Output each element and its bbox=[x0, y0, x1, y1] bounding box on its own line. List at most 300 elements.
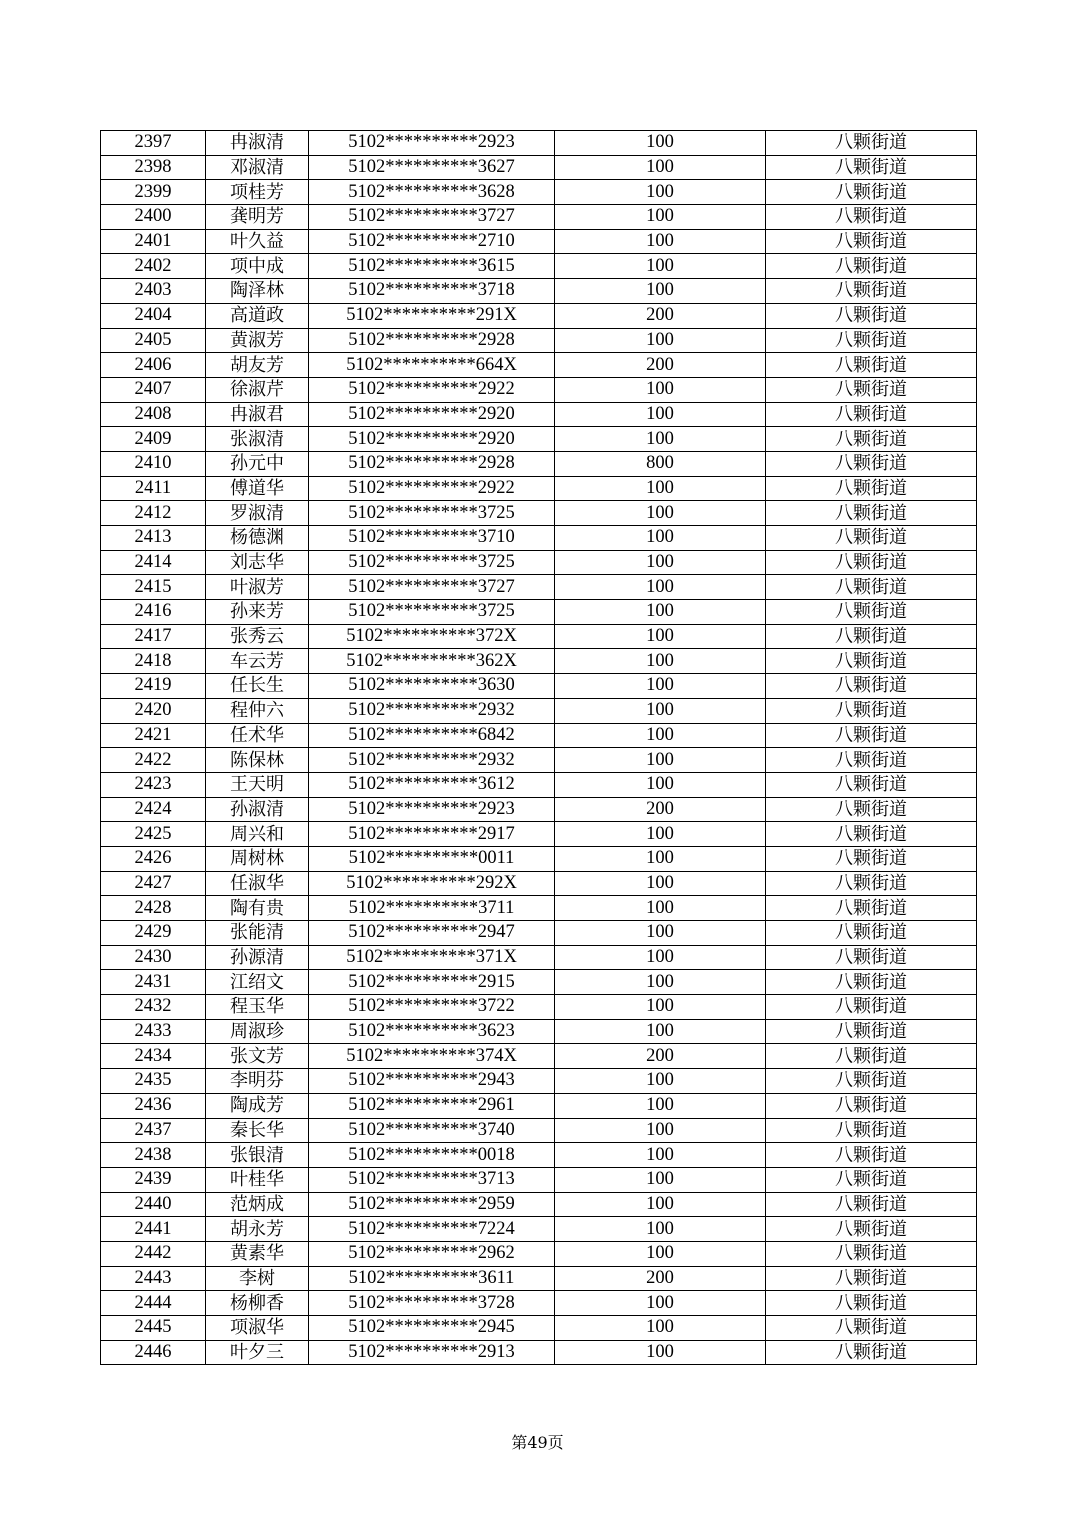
street-cell: 八颗街道 bbox=[766, 328, 977, 353]
amount-cell: 100 bbox=[555, 1118, 766, 1143]
name-cell: 邓淑清 bbox=[206, 155, 309, 180]
street-cell: 八颗街道 bbox=[766, 1093, 977, 1118]
street-cell: 八颗街道 bbox=[766, 772, 977, 797]
name-cell: 秦长华 bbox=[206, 1118, 309, 1143]
street-cell: 八颗街道 bbox=[766, 846, 977, 871]
amount-cell: 100 bbox=[555, 1241, 766, 1266]
id-number-cell: 5102**********3611 bbox=[309, 1266, 555, 1291]
table-row bbox=[101, 476, 977, 501]
id-number-cell: 5102**********3711 bbox=[309, 896, 555, 921]
name-cell: 李明芬 bbox=[206, 1069, 309, 1094]
amount-cell: 200 bbox=[555, 303, 766, 328]
amount-cell: 100 bbox=[555, 526, 766, 551]
amount-cell: 100 bbox=[555, 1217, 766, 1242]
row-number-cell: 2441 bbox=[101, 1217, 206, 1242]
street-cell: 八颗街道 bbox=[766, 575, 977, 600]
name-cell: 李树 bbox=[206, 1266, 309, 1291]
row-number-cell: 2418 bbox=[101, 649, 206, 674]
row-number-cell: 2439 bbox=[101, 1167, 206, 1192]
street-cell: 八颗街道 bbox=[766, 303, 977, 328]
table-row bbox=[101, 1118, 977, 1143]
name-cell: 王天明 bbox=[206, 772, 309, 797]
row-number-cell: 2416 bbox=[101, 600, 206, 625]
id-number-cell: 5102**********2913 bbox=[309, 1340, 555, 1365]
id-number-cell: 5102**********2915 bbox=[309, 970, 555, 995]
id-number-cell: 5102**********7224 bbox=[309, 1217, 555, 1242]
row-number-cell: 2417 bbox=[101, 624, 206, 649]
street-cell: 八颗街道 bbox=[766, 526, 977, 551]
row-number-cell: 2399 bbox=[101, 180, 206, 205]
row-number-cell: 2443 bbox=[101, 1266, 206, 1291]
id-number-cell: 5102**********2917 bbox=[309, 822, 555, 847]
table-row bbox=[101, 303, 977, 328]
amount-cell: 100 bbox=[555, 698, 766, 723]
name-cell: 叶桂华 bbox=[206, 1167, 309, 1192]
row-number-cell: 2415 bbox=[101, 575, 206, 600]
name-cell: 程仲六 bbox=[206, 698, 309, 723]
id-number-cell: 5102**********3725 bbox=[309, 501, 555, 526]
amount-cell: 100 bbox=[555, 624, 766, 649]
table-row bbox=[101, 1217, 977, 1242]
name-cell: 张秀云 bbox=[206, 624, 309, 649]
amount-cell: 100 bbox=[555, 1069, 766, 1094]
amount-cell: 100 bbox=[555, 970, 766, 995]
name-cell: 孙淑清 bbox=[206, 797, 309, 822]
id-number-cell: 5102**********2920 bbox=[309, 402, 555, 427]
name-cell: 周树林 bbox=[206, 846, 309, 871]
row-number-cell: 2403 bbox=[101, 279, 206, 304]
street-cell: 八颗街道 bbox=[766, 995, 977, 1020]
amount-cell: 100 bbox=[555, 328, 766, 353]
table-row bbox=[101, 600, 977, 625]
id-number-cell: 5102**********372X bbox=[309, 624, 555, 649]
amount-cell: 100 bbox=[555, 501, 766, 526]
id-number-cell: 5102**********3612 bbox=[309, 772, 555, 797]
table-row bbox=[101, 1291, 977, 1316]
table-row bbox=[101, 1167, 977, 1192]
id-number-cell: 5102**********3718 bbox=[309, 279, 555, 304]
table-row bbox=[101, 649, 977, 674]
id-number-cell: 5102**********2922 bbox=[309, 476, 555, 501]
table-body bbox=[101, 131, 977, 1365]
id-number-cell: 5102**********2928 bbox=[309, 328, 555, 353]
name-cell: 冉淑君 bbox=[206, 402, 309, 427]
street-cell: 八颗街道 bbox=[766, 698, 977, 723]
table-row bbox=[101, 797, 977, 822]
name-cell: 陶泽林 bbox=[206, 279, 309, 304]
table-row bbox=[101, 896, 977, 921]
table-row bbox=[101, 748, 977, 773]
table-row bbox=[101, 279, 977, 304]
table-row bbox=[101, 1340, 977, 1365]
table-row bbox=[101, 1069, 977, 1094]
id-number-cell: 5102**********3627 bbox=[309, 155, 555, 180]
amount-cell: 100 bbox=[555, 1192, 766, 1217]
table-row bbox=[101, 1266, 977, 1291]
name-cell: 陶成芳 bbox=[206, 1093, 309, 1118]
name-cell: 张文芳 bbox=[206, 1044, 309, 1069]
row-number-cell: 2421 bbox=[101, 723, 206, 748]
street-cell: 八颗街道 bbox=[766, 723, 977, 748]
table-row bbox=[101, 328, 977, 353]
row-number-cell: 2400 bbox=[101, 205, 206, 230]
name-cell: 任淑华 bbox=[206, 871, 309, 896]
amount-cell: 100 bbox=[555, 402, 766, 427]
table-row bbox=[101, 846, 977, 871]
name-cell: 冉淑清 bbox=[206, 131, 309, 156]
id-number-cell: 5102**********3630 bbox=[309, 674, 555, 699]
name-cell: 徐淑芹 bbox=[206, 377, 309, 402]
row-number-cell: 2434 bbox=[101, 1044, 206, 1069]
table-row bbox=[101, 1316, 977, 1341]
street-cell: 八颗街道 bbox=[766, 501, 977, 526]
street-cell: 八颗街道 bbox=[766, 1266, 977, 1291]
street-cell: 八颗街道 bbox=[766, 1143, 977, 1168]
street-cell: 八颗街道 bbox=[766, 624, 977, 649]
table-row bbox=[101, 205, 977, 230]
table-row bbox=[101, 921, 977, 946]
id-number-cell: 5102**********2922 bbox=[309, 377, 555, 402]
amount-cell: 100 bbox=[555, 377, 766, 402]
row-number-cell: 2420 bbox=[101, 698, 206, 723]
id-number-cell: 5102**********2923 bbox=[309, 797, 555, 822]
table-row bbox=[101, 353, 977, 378]
id-number-cell: 5102**********371X bbox=[309, 945, 555, 970]
table-row bbox=[101, 1241, 977, 1266]
name-cell: 杨柳香 bbox=[206, 1291, 309, 1316]
amount-cell: 100 bbox=[555, 279, 766, 304]
row-number-cell: 2427 bbox=[101, 871, 206, 896]
row-number-cell: 2407 bbox=[101, 377, 206, 402]
id-number-cell: 5102**********3740 bbox=[309, 1118, 555, 1143]
amount-cell: 100 bbox=[555, 180, 766, 205]
name-cell: 叶久益 bbox=[206, 229, 309, 254]
id-number-cell: 5102**********292X bbox=[309, 871, 555, 896]
street-cell: 八颗街道 bbox=[766, 427, 977, 452]
id-number-cell: 5102**********0011 bbox=[309, 846, 555, 871]
name-cell: 孙来芳 bbox=[206, 600, 309, 625]
amount-cell: 100 bbox=[555, 205, 766, 230]
amount-cell: 100 bbox=[555, 575, 766, 600]
street-cell: 八颗街道 bbox=[766, 377, 977, 402]
id-number-cell: 5102**********2710 bbox=[309, 229, 555, 254]
table-row bbox=[101, 822, 977, 847]
amount-cell: 100 bbox=[555, 822, 766, 847]
name-cell: 孙源清 bbox=[206, 945, 309, 970]
name-cell: 刘志华 bbox=[206, 550, 309, 575]
name-cell: 高道政 bbox=[206, 303, 309, 328]
amount-cell: 100 bbox=[555, 1291, 766, 1316]
street-cell: 八颗街道 bbox=[766, 229, 977, 254]
street-cell: 八颗街道 bbox=[766, 600, 977, 625]
amount-cell: 100 bbox=[555, 1143, 766, 1168]
street-cell: 八颗街道 bbox=[766, 945, 977, 970]
id-number-cell: 5102**********664X bbox=[309, 353, 555, 378]
table-row bbox=[101, 1044, 977, 1069]
amount-cell: 100 bbox=[555, 1340, 766, 1365]
name-cell: 车云芳 bbox=[206, 649, 309, 674]
amount-cell: 100 bbox=[555, 772, 766, 797]
name-cell: 孙元中 bbox=[206, 451, 309, 476]
row-number-cell: 2438 bbox=[101, 1143, 206, 1168]
street-cell: 八颗街道 bbox=[766, 921, 977, 946]
amount-cell: 800 bbox=[555, 451, 766, 476]
id-number-cell: 5102**********6842 bbox=[309, 723, 555, 748]
row-number-cell: 2414 bbox=[101, 550, 206, 575]
name-cell: 张淑清 bbox=[206, 427, 309, 452]
id-number-cell: 5102**********3628 bbox=[309, 180, 555, 205]
street-cell: 八颗街道 bbox=[766, 896, 977, 921]
table-row bbox=[101, 180, 977, 205]
amount-cell: 100 bbox=[555, 748, 766, 773]
row-number-cell: 2401 bbox=[101, 229, 206, 254]
street-cell: 八颗街道 bbox=[766, 131, 977, 156]
id-number-cell: 5102**********3615 bbox=[309, 254, 555, 279]
id-number-cell: 5102**********2923 bbox=[309, 131, 555, 156]
name-cell: 黄淑芳 bbox=[206, 328, 309, 353]
table-row bbox=[101, 871, 977, 896]
street-cell: 八颗街道 bbox=[766, 279, 977, 304]
id-number-cell: 5102**********3623 bbox=[309, 1019, 555, 1044]
street-cell: 八颗街道 bbox=[766, 1192, 977, 1217]
table-row bbox=[101, 229, 977, 254]
id-number-cell: 5102**********2962 bbox=[309, 1241, 555, 1266]
name-cell: 项桂芳 bbox=[206, 180, 309, 205]
name-cell: 叶夕三 bbox=[206, 1340, 309, 1365]
row-number-cell: 2405 bbox=[101, 328, 206, 353]
table-row bbox=[101, 451, 977, 476]
amount-cell: 100 bbox=[555, 723, 766, 748]
id-number-cell: 5102**********3727 bbox=[309, 205, 555, 230]
id-number-cell: 5102**********3725 bbox=[309, 550, 555, 575]
name-cell: 胡永芳 bbox=[206, 1217, 309, 1242]
street-cell: 八颗街道 bbox=[766, 797, 977, 822]
id-number-cell: 5102**********3725 bbox=[309, 600, 555, 625]
amount-cell: 100 bbox=[555, 674, 766, 699]
id-number-cell: 5102**********2920 bbox=[309, 427, 555, 452]
street-cell: 八颗街道 bbox=[766, 822, 977, 847]
row-number-cell: 2402 bbox=[101, 254, 206, 279]
amount-cell: 100 bbox=[555, 846, 766, 871]
row-number-cell: 2422 bbox=[101, 748, 206, 773]
street-cell: 八颗街道 bbox=[766, 1217, 977, 1242]
amount-cell: 100 bbox=[555, 427, 766, 452]
row-number-cell: 2437 bbox=[101, 1118, 206, 1143]
name-cell: 陈保林 bbox=[206, 748, 309, 773]
amount-cell: 100 bbox=[555, 995, 766, 1020]
street-cell: 八颗街道 bbox=[766, 1044, 977, 1069]
row-number-cell: 2436 bbox=[101, 1093, 206, 1118]
id-number-cell: 5102**********3713 bbox=[309, 1167, 555, 1192]
name-cell: 项淑华 bbox=[206, 1316, 309, 1341]
row-number-cell: 2435 bbox=[101, 1069, 206, 1094]
id-number-cell: 5102**********3710 bbox=[309, 526, 555, 551]
id-number-cell: 5102**********291X bbox=[309, 303, 555, 328]
table-row bbox=[101, 624, 977, 649]
amount-cell: 200 bbox=[555, 1266, 766, 1291]
row-number-cell: 2408 bbox=[101, 402, 206, 427]
row-number-cell: 2433 bbox=[101, 1019, 206, 1044]
street-cell: 八颗街道 bbox=[766, 1241, 977, 1266]
table-row bbox=[101, 254, 977, 279]
street-cell: 八颗街道 bbox=[766, 353, 977, 378]
street-cell: 八颗街道 bbox=[766, 155, 977, 180]
amount-cell: 100 bbox=[555, 649, 766, 674]
table-row bbox=[101, 377, 977, 402]
id-number-cell: 5102**********2928 bbox=[309, 451, 555, 476]
amount-cell: 100 bbox=[555, 476, 766, 501]
amount-cell: 100 bbox=[555, 550, 766, 575]
name-cell: 傅道华 bbox=[206, 476, 309, 501]
table-row bbox=[101, 1192, 977, 1217]
page-number: 第49页 bbox=[511, 1433, 564, 1452]
id-number-cell: 5102**********0018 bbox=[309, 1143, 555, 1168]
table-row bbox=[101, 995, 977, 1020]
table-row bbox=[101, 723, 977, 748]
id-number-cell: 5102**********2943 bbox=[309, 1069, 555, 1094]
table-row bbox=[101, 772, 977, 797]
row-number-cell: 2410 bbox=[101, 451, 206, 476]
table-row bbox=[101, 1019, 977, 1044]
row-number-cell: 2423 bbox=[101, 772, 206, 797]
id-number-cell: 5102**********3727 bbox=[309, 575, 555, 600]
id-number-cell: 5102**********362X bbox=[309, 649, 555, 674]
row-number-cell: 2426 bbox=[101, 846, 206, 871]
row-number-cell: 2428 bbox=[101, 896, 206, 921]
row-number-cell: 2424 bbox=[101, 797, 206, 822]
street-cell: 八颗街道 bbox=[766, 1167, 977, 1192]
street-cell: 八颗街道 bbox=[766, 254, 977, 279]
id-number-cell: 5102**********2932 bbox=[309, 748, 555, 773]
row-number-cell: 2430 bbox=[101, 945, 206, 970]
row-number-cell: 2413 bbox=[101, 526, 206, 551]
table-row bbox=[101, 1093, 977, 1118]
amount-cell: 100 bbox=[555, 1019, 766, 1044]
id-number-cell: 5102**********2932 bbox=[309, 698, 555, 723]
table-row bbox=[101, 427, 977, 452]
street-cell: 八颗街道 bbox=[766, 402, 977, 427]
table-row bbox=[101, 526, 977, 551]
amount-cell: 100 bbox=[555, 1167, 766, 1192]
row-number-cell: 2404 bbox=[101, 303, 206, 328]
row-number-cell: 2429 bbox=[101, 921, 206, 946]
name-cell: 项中成 bbox=[206, 254, 309, 279]
row-number-cell: 2398 bbox=[101, 155, 206, 180]
amount-cell: 100 bbox=[555, 155, 766, 180]
row-number-cell: 2425 bbox=[101, 822, 206, 847]
amount-cell: 100 bbox=[555, 921, 766, 946]
street-cell: 八颗街道 bbox=[766, 180, 977, 205]
name-cell: 周兴和 bbox=[206, 822, 309, 847]
name-cell: 周淑珍 bbox=[206, 1019, 309, 1044]
street-cell: 八颗街道 bbox=[766, 1340, 977, 1365]
id-number-cell: 5102**********374X bbox=[309, 1044, 555, 1069]
amount-cell: 100 bbox=[555, 945, 766, 970]
table-row bbox=[101, 674, 977, 699]
table-row bbox=[101, 698, 977, 723]
amount-cell: 100 bbox=[555, 254, 766, 279]
name-cell: 龚明芳 bbox=[206, 205, 309, 230]
street-cell: 八颗街道 bbox=[766, 674, 977, 699]
street-cell: 八颗街道 bbox=[766, 1069, 977, 1094]
table-row bbox=[101, 550, 977, 575]
name-cell: 任术华 bbox=[206, 723, 309, 748]
row-number-cell: 2440 bbox=[101, 1192, 206, 1217]
table-row bbox=[101, 501, 977, 526]
row-number-cell: 2406 bbox=[101, 353, 206, 378]
amount-cell: 200 bbox=[555, 797, 766, 822]
street-cell: 八颗街道 bbox=[766, 451, 977, 476]
name-cell: 程玉华 bbox=[206, 995, 309, 1020]
name-cell: 叶淑芳 bbox=[206, 575, 309, 600]
table-row bbox=[101, 155, 977, 180]
row-number-cell: 2446 bbox=[101, 1340, 206, 1365]
street-cell: 八颗街道 bbox=[766, 1019, 977, 1044]
data-table bbox=[100, 130, 977, 1365]
row-number-cell: 2442 bbox=[101, 1241, 206, 1266]
amount-cell: 200 bbox=[555, 353, 766, 378]
row-number-cell: 2411 bbox=[101, 476, 206, 501]
amount-cell: 100 bbox=[555, 229, 766, 254]
name-cell: 江绍文 bbox=[206, 970, 309, 995]
name-cell: 张能清 bbox=[206, 921, 309, 946]
row-number-cell: 2431 bbox=[101, 970, 206, 995]
id-number-cell: 5102**********3728 bbox=[309, 1291, 555, 1316]
id-number-cell: 5102**********2959 bbox=[309, 1192, 555, 1217]
amount-cell: 100 bbox=[555, 896, 766, 921]
table-row bbox=[101, 131, 977, 156]
row-number-cell: 2397 bbox=[101, 131, 206, 156]
street-cell: 八颗街道 bbox=[766, 476, 977, 501]
row-number-cell: 2412 bbox=[101, 501, 206, 526]
name-cell: 黄素华 bbox=[206, 1241, 309, 1266]
street-cell: 八颗街道 bbox=[766, 871, 977, 896]
street-cell: 八颗街道 bbox=[766, 970, 977, 995]
street-cell: 八颗街道 bbox=[766, 205, 977, 230]
table-row bbox=[101, 575, 977, 600]
row-number-cell: 2444 bbox=[101, 1291, 206, 1316]
street-cell: 八颗街道 bbox=[766, 1118, 977, 1143]
name-cell: 范炳成 bbox=[206, 1192, 309, 1217]
name-cell: 罗淑清 bbox=[206, 501, 309, 526]
amount-cell: 100 bbox=[555, 871, 766, 896]
street-cell: 八颗街道 bbox=[766, 1316, 977, 1341]
street-cell: 八颗街道 bbox=[766, 550, 977, 575]
table-row bbox=[101, 402, 977, 427]
id-number-cell: 5102**********3722 bbox=[309, 995, 555, 1020]
row-number-cell: 2409 bbox=[101, 427, 206, 452]
name-cell: 陶有贵 bbox=[206, 896, 309, 921]
amount-cell: 100 bbox=[555, 600, 766, 625]
name-cell: 张银清 bbox=[206, 1143, 309, 1168]
name-cell: 任长生 bbox=[206, 674, 309, 699]
street-cell: 八颗街道 bbox=[766, 649, 977, 674]
street-cell: 八颗街道 bbox=[766, 1291, 977, 1316]
id-number-cell: 5102**********2961 bbox=[309, 1093, 555, 1118]
row-number-cell: 2432 bbox=[101, 995, 206, 1020]
id-number-cell: 5102**********2945 bbox=[309, 1316, 555, 1341]
row-number-cell: 2419 bbox=[101, 674, 206, 699]
amount-cell: 100 bbox=[555, 131, 766, 156]
table-row bbox=[101, 1143, 977, 1168]
id-number-cell: 5102**********2947 bbox=[309, 921, 555, 946]
amount-cell: 100 bbox=[555, 1316, 766, 1341]
name-cell: 胡友芳 bbox=[206, 353, 309, 378]
amount-cell: 200 bbox=[555, 1044, 766, 1069]
amount-cell: 100 bbox=[555, 1093, 766, 1118]
street-cell: 八颗街道 bbox=[766, 748, 977, 773]
name-cell: 杨德渊 bbox=[206, 526, 309, 551]
